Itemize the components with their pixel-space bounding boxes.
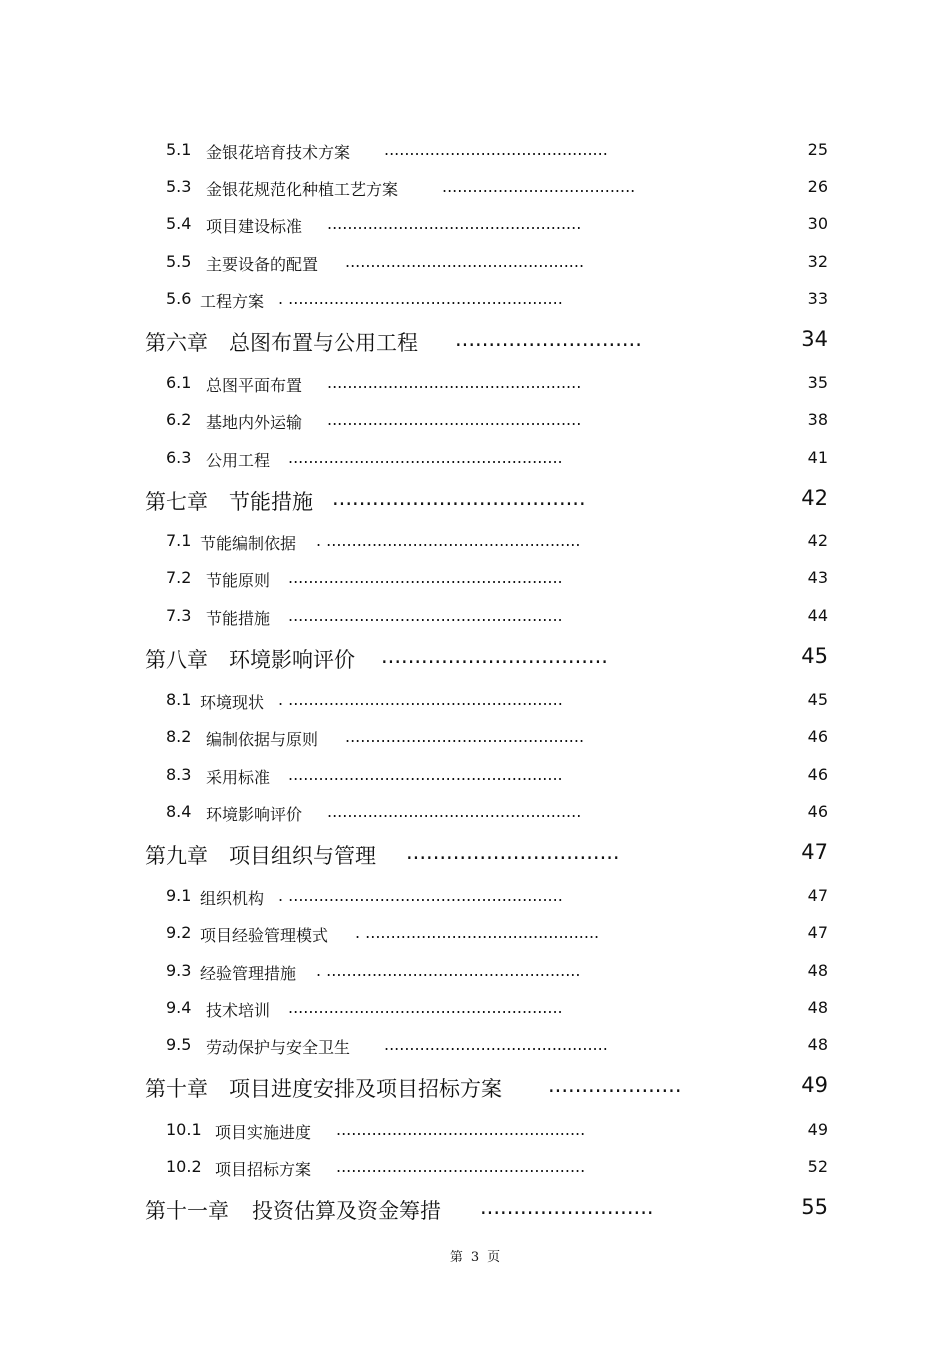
- toc-entry-page: 43: [807, 568, 828, 587]
- toc-leader-dots: ................................: [406, 840, 620, 864]
- toc-entry-page: 47: [807, 886, 828, 905]
- toc-chapter-page: 49: [801, 1073, 828, 1097]
- toc-chapter-page: 47: [801, 840, 828, 864]
- toc-entry-number: 7.2: [166, 568, 192, 587]
- toc-entry-title: 采用标准: [206, 768, 271, 787]
- toc-chapter: [0, 1195, 950, 1225]
- toc-entry-page: 26: [807, 177, 828, 196]
- toc-entry-page: 47: [807, 923, 828, 942]
- toc-entry-number: 10.2: [166, 1157, 202, 1176]
- toc-entry-page: 46: [807, 765, 828, 784]
- toc-entry-number: 9.4: [166, 998, 192, 1017]
- toc-chapter-title: 环境影响评价: [229, 648, 355, 672]
- toc-entry-number: 6.1: [166, 373, 192, 392]
- toc-entry-page: 41: [807, 448, 828, 467]
- toc-entry-page: 46: [807, 802, 828, 821]
- toc-chapter-title: 总图布置与公用工程: [229, 331, 418, 355]
- toc-entry-title: 节能措施: [206, 609, 271, 628]
- toc-leader-dots: ...............................................: [345, 727, 585, 746]
- toc-entry-title: 主要设备的配置: [206, 255, 319, 274]
- toc-entry-number: 9.2: [166, 923, 192, 942]
- toc-leader-dots: ......................................................: [288, 568, 563, 587]
- toc-entry: [0, 214, 950, 236]
- toc-entry-page: 44: [807, 606, 828, 625]
- toc-entry-page: 45: [807, 690, 828, 709]
- toc-leader-dots: . ......................................................: [278, 886, 563, 905]
- toc-leader-dots: ......................................: [332, 486, 586, 510]
- toc-leader-dots: . ......................................................: [278, 690, 563, 709]
- toc-entry-page: 48: [807, 961, 828, 980]
- toc-entry-title: 经验管理措施: [200, 964, 297, 983]
- toc-leader-dots: ...............................................: [345, 252, 585, 271]
- toc-entry: [0, 373, 950, 395]
- toc-entry-title: 环境现状: [200, 693, 265, 712]
- toc-entry-title: 总图平面布置: [206, 376, 303, 395]
- toc-entry: [0, 177, 950, 199]
- toc-entry: [0, 802, 950, 824]
- toc-chapter-number: 第十章: [145, 1077, 208, 1101]
- toc-chapter-title: 项目进度安排及项目招标方案: [229, 1077, 502, 1101]
- toc-leader-dots: ..........................: [480, 1195, 654, 1219]
- toc-entry-page: 30: [807, 214, 828, 233]
- footer-page-number: 3: [470, 1250, 480, 1265]
- toc-leader-dots: ..................................................: [327, 410, 582, 429]
- toc-leader-dots: ......................................................: [288, 998, 563, 1017]
- toc-entry: [0, 1035, 950, 1057]
- toc-entry-number: 5.6: [166, 289, 192, 308]
- toc-entry: [0, 410, 950, 432]
- toc-entry-number: 6.3: [166, 448, 192, 467]
- toc-entry-page: 25: [807, 140, 828, 159]
- toc-entry-page: 32: [807, 252, 828, 271]
- toc-entry-title: 环境影响评价: [206, 805, 303, 824]
- toc-entry-number: 8.2: [166, 727, 192, 746]
- toc-entry-page: 38: [807, 410, 828, 429]
- toc-chapter-title: 节能措施: [229, 490, 313, 514]
- toc-entry-title: 工程方案: [200, 292, 265, 311]
- toc-entry: [0, 1120, 950, 1142]
- toc-entry-number: 5.5: [166, 252, 192, 271]
- toc-entry-number: 8.3: [166, 765, 192, 784]
- toc-entry: [0, 140, 950, 162]
- toc-entry-page: 42: [807, 531, 828, 550]
- page-footer: [0, 1246, 950, 1265]
- toc-entry-page: 35: [807, 373, 828, 392]
- toc-entry-title: 基地内外运输: [206, 413, 303, 432]
- toc-chapter: [0, 840, 950, 870]
- toc-entry-title: 技术培训: [206, 1001, 271, 1020]
- toc-entry-number: 6.2: [166, 410, 192, 429]
- toc-entry: [0, 606, 950, 628]
- toc-entry-number: 5.1: [166, 140, 192, 159]
- toc-leader-dots: ......................................................: [288, 448, 563, 467]
- toc-entry-page: 33: [807, 289, 828, 308]
- toc-entry-page: 49: [807, 1120, 828, 1139]
- toc-leader-dots: ......................................................: [288, 606, 563, 625]
- toc-entry-page: 46: [807, 727, 828, 746]
- toc-leader-dots: .................................................: [336, 1157, 586, 1176]
- toc-entry-title: 节能原则: [206, 571, 271, 590]
- toc-entry-number: 5.4: [166, 214, 192, 233]
- footer-prefix: 第: [449, 1250, 463, 1265]
- toc-leader-dots: . ..................................................: [316, 961, 581, 980]
- toc-leader-dots: ............................................: [384, 1035, 608, 1054]
- toc-entry-title: 项目实施进度: [215, 1123, 312, 1142]
- toc-entry-page: 52: [807, 1157, 828, 1176]
- toc-entry-number: 8.1: [166, 690, 192, 709]
- toc-entry-title: 编制依据与原则: [206, 730, 319, 749]
- toc-leader-dots: ............................: [455, 327, 642, 351]
- toc-entry: [0, 289, 950, 311]
- toc-entry-number: 9.3: [166, 961, 192, 980]
- toc-chapter-number: 第九章: [145, 844, 208, 868]
- toc-chapter: [0, 486, 950, 516]
- toc-entry: [0, 1157, 950, 1179]
- toc-entry-title: 金银花培育技术方案: [206, 143, 351, 162]
- toc-entry: [0, 568, 950, 590]
- toc-chapter-number: 第六章: [145, 331, 208, 355]
- toc-entry-page: 48: [807, 998, 828, 1017]
- toc-leader-dots: . ..............................................: [355, 923, 600, 942]
- toc-chapter-page: 34: [801, 327, 828, 351]
- toc-leader-dots: ..................................................: [327, 802, 582, 821]
- toc-chapter-number: 第十一章: [145, 1199, 229, 1223]
- toc-chapter: [0, 644, 950, 674]
- toc-entry: [0, 252, 950, 274]
- toc-leader-dots: ..................................................: [327, 214, 582, 233]
- toc-entry: [0, 727, 950, 749]
- toc-leader-dots: ............................................: [384, 140, 608, 159]
- toc-leader-dots: ....................: [548, 1073, 682, 1097]
- toc-entry-title: 项目建设标准: [206, 217, 303, 236]
- toc-entry: [0, 923, 950, 945]
- toc-entry-title: 组织机构: [200, 889, 265, 908]
- toc-chapter-page: 42: [801, 486, 828, 510]
- toc-chapter-number: 第七章: [145, 490, 208, 514]
- toc-entry-number: 9.5: [166, 1035, 192, 1054]
- toc-leader-dots: ..................................................: [327, 373, 582, 392]
- toc-entry-number: 7.1: [166, 531, 192, 550]
- toc-entry: [0, 690, 950, 712]
- toc-entry-title: 项目经验管理模式: [200, 926, 329, 945]
- toc-chapter: [0, 1073, 950, 1103]
- toc-entry: [0, 448, 950, 470]
- toc-entry-number: 10.1: [166, 1120, 202, 1139]
- toc-leader-dots: ......................................: [442, 177, 636, 196]
- footer-suffix: 页: [487, 1250, 501, 1265]
- toc-chapter-title: 项目组织与管理: [229, 844, 376, 868]
- toc-entry-number: 5.3: [166, 177, 192, 196]
- toc-entry-number: 9.1: [166, 886, 192, 905]
- toc-leader-dots: ......................................................: [288, 765, 563, 784]
- toc-entry-title: 节能编制依据: [200, 534, 297, 553]
- toc-entry: [0, 961, 950, 983]
- toc-leader-dots: . ..................................................: [316, 531, 581, 550]
- toc-leader-dots: ..................................: [381, 644, 608, 668]
- toc-leader-dots: .................................................: [336, 1120, 586, 1139]
- toc-entry: [0, 531, 950, 553]
- toc-entry-number: 8.4: [166, 802, 192, 821]
- toc-entry: [0, 886, 950, 908]
- toc-chapter-page: 45: [801, 644, 828, 668]
- toc-entry-title: 劳动保护与安全卫生: [206, 1038, 351, 1057]
- toc-entry-title: 项目招标方案: [215, 1160, 312, 1179]
- toc-entry-number: 7.3: [166, 606, 192, 625]
- toc-entry-title: 公用工程: [206, 451, 271, 470]
- toc-chapter-title: 投资估算及资金筹措: [252, 1199, 441, 1223]
- toc-entry: [0, 998, 950, 1020]
- toc-leader-dots: . ......................................................: [278, 289, 563, 308]
- toc-chapter: [0, 327, 950, 357]
- toc-chapter-number: 第八章: [145, 648, 208, 672]
- toc-entry-title: 金银花规范化种植工艺方案: [206, 180, 399, 199]
- toc-entry: [0, 765, 950, 787]
- toc-chapter-page: 55: [801, 1195, 828, 1219]
- toc-entry-page: 48: [807, 1035, 828, 1054]
